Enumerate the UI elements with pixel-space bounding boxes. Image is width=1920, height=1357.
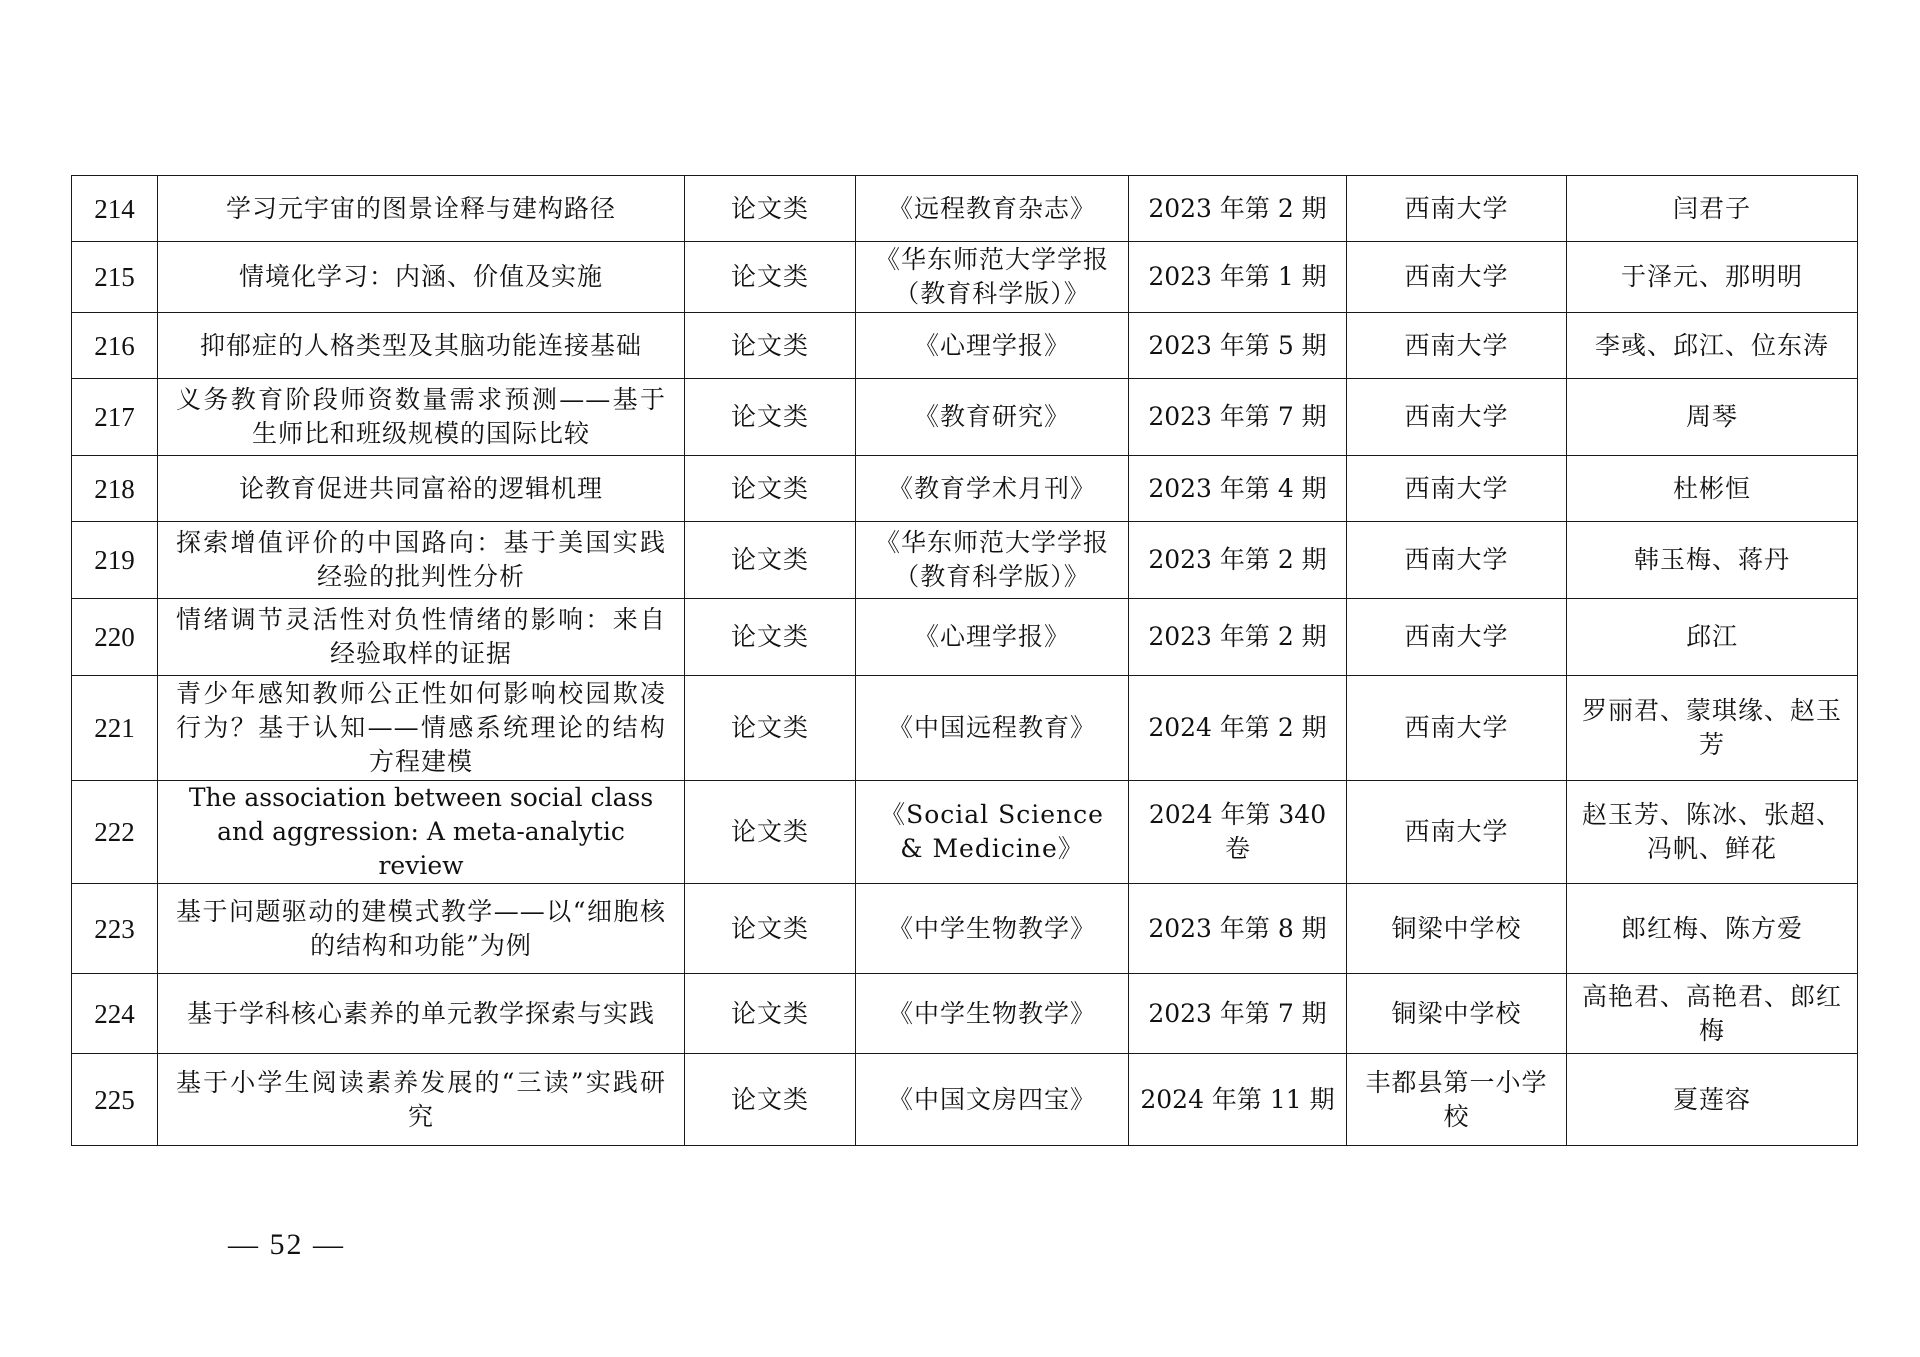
cell-number: 217	[72, 379, 158, 456]
cell-authors: 杜彬恒	[1567, 456, 1858, 522]
cell-unit: 西南大学	[1347, 599, 1567, 676]
cell-unit: 西南大学	[1347, 781, 1567, 884]
cell-type: 论文类	[685, 313, 856, 379]
cell-issue: 2023 年第 2 期	[1129, 599, 1347, 676]
cell-title: 探索增值评价的中国路向：基于美国实践经验的批判性分析	[158, 522, 685, 599]
cell-journal: 《华东师范大学学报（教育科学版）》	[856, 242, 1129, 313]
cell-number: 225	[72, 1054, 158, 1146]
table-row	[72, 1054, 1858, 1146]
table-row	[72, 456, 1858, 522]
cell-title: 基于问题驱动的建模式教学——以“细胞核的结构和功能”为例	[158, 884, 685, 974]
cell-issue: 2023 年第 4 期	[1129, 456, 1347, 522]
cell-journal: 《Social Science & Medicine》	[856, 781, 1129, 884]
cell-number: 221	[72, 676, 158, 781]
cell-unit: 西南大学	[1347, 313, 1567, 379]
cell-journal: 《中国远程教育》	[856, 676, 1129, 781]
page-number: — 52 —	[228, 1228, 345, 1261]
cell-title: 论教育促进共同富裕的逻辑机理	[158, 456, 685, 522]
cell-title: 青少年感知教师公正性如何影响校园欺凌行为？基于认知——情感系统理论的结构方程建模	[158, 676, 685, 781]
table-row	[72, 242, 1858, 313]
cell-issue: 2024 年第 11 期	[1129, 1054, 1347, 1146]
cell-unit: 西南大学	[1347, 522, 1567, 599]
cell-authors: 韩玉梅、蒋丹	[1567, 522, 1858, 599]
cell-journal: 《教育研究》	[856, 379, 1129, 456]
cell-journal: 《中学生物教学》	[856, 974, 1129, 1054]
cell-title: 基于小学生阅读素养发展的“三读”实践研究	[158, 1054, 685, 1146]
cell-number: 222	[72, 781, 158, 884]
cell-unit: 西南大学	[1347, 676, 1567, 781]
table-row	[72, 176, 1858, 242]
cell-authors: 于泽元、那明明	[1567, 242, 1858, 313]
cell-unit: 西南大学	[1347, 456, 1567, 522]
cell-title: 抑郁症的人格类型及其脑功能连接基础	[158, 313, 685, 379]
cell-title: 学习元宇宙的图景诠释与建构路径	[158, 176, 685, 242]
cell-number: 215	[72, 242, 158, 313]
cell-type: 论文类	[685, 781, 856, 884]
cell-unit: 铜梁中学校	[1347, 974, 1567, 1054]
table-row	[72, 781, 1858, 884]
cell-type: 论文类	[685, 974, 856, 1054]
cell-unit: 丰都县第一小学校	[1347, 1054, 1567, 1146]
cell-journal: 《中学生物教学》	[856, 884, 1129, 974]
cell-title: 情绪调节灵活性对负性情绪的影响：来自经验取样的证据	[158, 599, 685, 676]
cell-type: 论文类	[685, 522, 856, 599]
cell-number: 223	[72, 884, 158, 974]
achievement-table	[71, 175, 1858, 1146]
cell-issue: 2023 年第 8 期	[1129, 884, 1347, 974]
cell-type: 论文类	[685, 599, 856, 676]
cell-authors: 李彧、邱江、位东涛	[1567, 313, 1858, 379]
table-row	[72, 974, 1858, 1054]
cell-authors: 闫君子	[1567, 176, 1858, 242]
cell-issue: 2024 年第 340 卷	[1129, 781, 1347, 884]
cell-issue: 2023 年第 2 期	[1129, 522, 1347, 599]
cell-unit: 西南大学	[1347, 379, 1567, 456]
cell-issue: 2023 年第 7 期	[1129, 379, 1347, 456]
cell-journal: 《心理学报》	[856, 599, 1129, 676]
cell-authors: 高艳君、高艳君、郎红梅	[1567, 974, 1858, 1054]
cell-journal: 《远程教育杂志》	[856, 176, 1129, 242]
cell-type: 论文类	[685, 176, 856, 242]
cell-number: 218	[72, 456, 158, 522]
cell-number: 216	[72, 313, 158, 379]
cell-number: 220	[72, 599, 158, 676]
table-row	[72, 313, 1858, 379]
table-row	[72, 379, 1858, 456]
cell-type: 论文类	[685, 242, 856, 313]
cell-authors: 邱江	[1567, 599, 1858, 676]
cell-issue: 2024 年第 2 期	[1129, 676, 1347, 781]
cell-title: 情境化学习：内涵、价值及实施	[158, 242, 685, 313]
cell-journal: 《教育学术月刊》	[856, 456, 1129, 522]
table-row	[72, 884, 1858, 974]
cell-journal: 《中国文房四宝》	[856, 1054, 1129, 1146]
cell-type: 论文类	[685, 379, 856, 456]
cell-number: 224	[72, 974, 158, 1054]
cell-journal: 《华东师范大学学报（教育科学版）》	[856, 522, 1129, 599]
cell-type: 论文类	[685, 1054, 856, 1146]
cell-issue: 2023 年第 2 期	[1129, 176, 1347, 242]
cell-issue: 2023 年第 7 期	[1129, 974, 1347, 1054]
table-row	[72, 599, 1858, 676]
cell-unit: 铜梁中学校	[1347, 884, 1567, 974]
cell-unit: 西南大学	[1347, 176, 1567, 242]
cell-title: 基于学科核心素养的单元教学探索与实践	[158, 974, 685, 1054]
cell-number: 214	[72, 176, 158, 242]
cell-title: 义务教育阶段师资数量需求预测——基于生师比和班级规模的国际比较	[158, 379, 685, 456]
cell-type: 论文类	[685, 456, 856, 522]
table-row	[72, 676, 1858, 781]
cell-issue: 2023 年第 5 期	[1129, 313, 1347, 379]
cell-title: The association between social class and aggression: A meta-analytic review	[158, 781, 685, 884]
cell-authors: 郎红梅、陈方爱	[1567, 884, 1858, 974]
table-row	[72, 522, 1858, 599]
cell-number: 219	[72, 522, 158, 599]
cell-type: 论文类	[685, 676, 856, 781]
cell-journal: 《心理学报》	[856, 313, 1129, 379]
cell-authors: 罗丽君、蒙琪缘、赵玉芳	[1567, 676, 1858, 781]
cell-authors: 夏莲容	[1567, 1054, 1858, 1146]
cell-type: 论文类	[685, 884, 856, 974]
table-body	[72, 176, 1858, 1146]
cell-authors: 赵玉芳、陈冰、张超、冯帆、鲜花	[1567, 781, 1858, 884]
cell-unit: 西南大学	[1347, 242, 1567, 313]
cell-issue: 2023 年第 1 期	[1129, 242, 1347, 313]
cell-authors: 周琴	[1567, 379, 1858, 456]
